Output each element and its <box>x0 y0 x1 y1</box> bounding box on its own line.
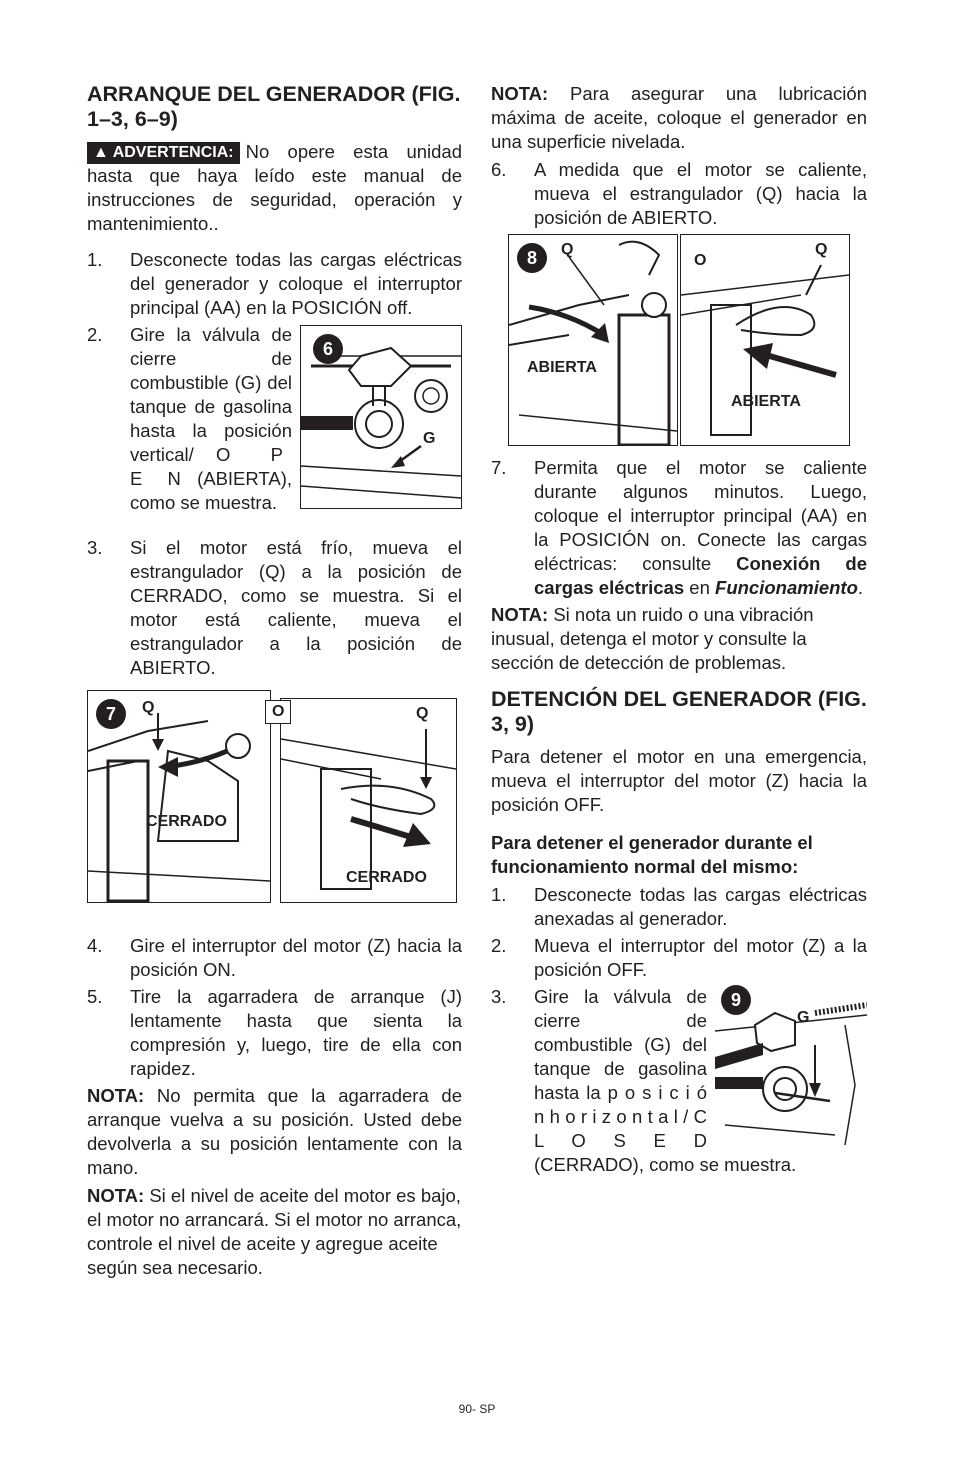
list-item: 2. Mueva el interruptor del motor (Z) a la posición OFF. <box>491 935 867 980</box>
label-o: O <box>694 252 707 269</box>
list-item: 7. Permita que el motor se caliente durante algunos minutos. Luego, coloque el interruptor principal (AA) en la POSICIÓN on. Conecte las cargas eléctricas: consulte Conexión de cargas eléctricas en Funcionamiento. <box>491 457 867 598</box>
right-column <box>491 82 867 1180</box>
section-heading-stop: DETENCIÓN DEL GENERADOR (FIG. 3, 9) <box>491 687 867 736</box>
figure-7 <box>87 690 457 904</box>
list-item: 4. Gire el interruptor del motor (Z) hacia la posición ON. <box>87 935 462 980</box>
start-steps-list <box>87 248 462 680</box>
warning-text: No opere esta unidad hasta que haya leído este manual de instrucciones de seguridad, operación y mantenimiento.. <box>87 141 462 234</box>
list-item: 3. Si el motor está frío, mueva el estrangulador (Q) a la posición de CERRADO, como se muestra. Si el motor está caliente, mueva el estrangulador a la posición de ABIERTO. <box>87 537 462 678</box>
figure-7-panel-left <box>87 690 271 903</box>
figure-7-panel-right <box>280 698 457 903</box>
note-paragraph: NOTA: Para asegurar una lubricación máxima de aceite, coloque el generador en una superficie nivelada. <box>491 83 867 152</box>
label-g: G <box>797 1009 810 1026</box>
list-item: 3. 9 G Gire la válvula de cierre de combustible (G) del tanque de gasolina hasta la p o s i c i ó n h o r i z o n t a l / C L O S E D (CERRADO), como se muestra. <box>491 985 867 1177</box>
warning-paragraph <box>87 140 462 236</box>
figure-8 <box>508 234 868 446</box>
label-cerrado: CERRADO <box>346 869 427 886</box>
section-heading-start: ARRANQUE DEL GENERADOR (FIG. 1–3, 6–9) <box>87 82 461 131</box>
figure-8-panel-left <box>508 234 678 446</box>
note-paragraph: NOTA: Si el nivel de aceite del motor es bajo, el motor no arrancará. Si el motor no arranca, controle el nivel de aceite y agregue aceite según sea necesario. <box>87 1185 462 1278</box>
note-paragraph: NOTA: Si nota un ruido o una vibración inusual, detenga el motor y consulte la sección de detección de problemas. <box>491 604 814 673</box>
warmup-steps-list-continued <box>491 456 867 600</box>
list-item: 1. Desconecte todas las cargas eléctricas del generador y coloque el interruptor principal (AA) en la POSICIÓN off. <box>87 249 462 318</box>
warning-badge: ▲ ADVERTENCIA: <box>87 142 240 164</box>
label-q: Q <box>142 699 155 716</box>
stop-steps-list <box>491 883 867 1177</box>
figure-number-9: 9 <box>721 985 751 1015</box>
label-abierta: ABIERTA <box>731 393 801 410</box>
stop-paragraph: Para detener el motor en una emergencia, mueva el interruptor del motor (Z) hacia la posición OFF. <box>491 746 867 815</box>
label-q: Q <box>561 241 574 258</box>
start-steps-list-continued <box>87 934 462 1081</box>
warmup-steps-list <box>491 158 867 230</box>
figure-number-7: 7 <box>96 699 126 729</box>
stop-subheading: Para detener el generador durante el funcionamiento normal del mismo: <box>491 832 813 877</box>
label-q: Q <box>416 705 429 722</box>
list-item: 6. A medida que el motor se caliente, mueva el estrangulador (Q) hacia la posición de ABIERTO. <box>491 159 867 228</box>
label-q: Q <box>815 241 828 258</box>
label-g: G <box>423 430 436 447</box>
list-item: 1. Desconecte todas las cargas eléctricas anexadas al generador. <box>491 884 867 929</box>
list-item: 5. Tire la agarradera de arranque (J) lentamente hasta que sienta la compresión y, luego, tire de ella con rapidez. <box>87 986 462 1079</box>
label-abierta: ABIERTA <box>527 359 597 376</box>
figure-6 <box>300 325 462 509</box>
left-column <box>87 82 462 1284</box>
label-o: O <box>265 700 291 724</box>
list-item: 2. 6 G Gire la válvula de cierre de combustible (G) del tanque de gasolina hasta la posición vertical/ O P E N (ABIERTA), como se muestra. <box>87 323 462 533</box>
page-number: 90- SP <box>458 1402 496 1416</box>
figure-9 <box>715 985 867 1145</box>
label-cerrado: CERRADO <box>146 813 227 830</box>
figure-number-6: 6 <box>313 334 343 364</box>
note-paragraph: NOTA: No permita que la agarradera de arranque vuelva a su posición. Usted debe devolverla a su posición lentamente con la mano. <box>87 1085 462 1178</box>
figure-number-8: 8 <box>517 243 547 273</box>
